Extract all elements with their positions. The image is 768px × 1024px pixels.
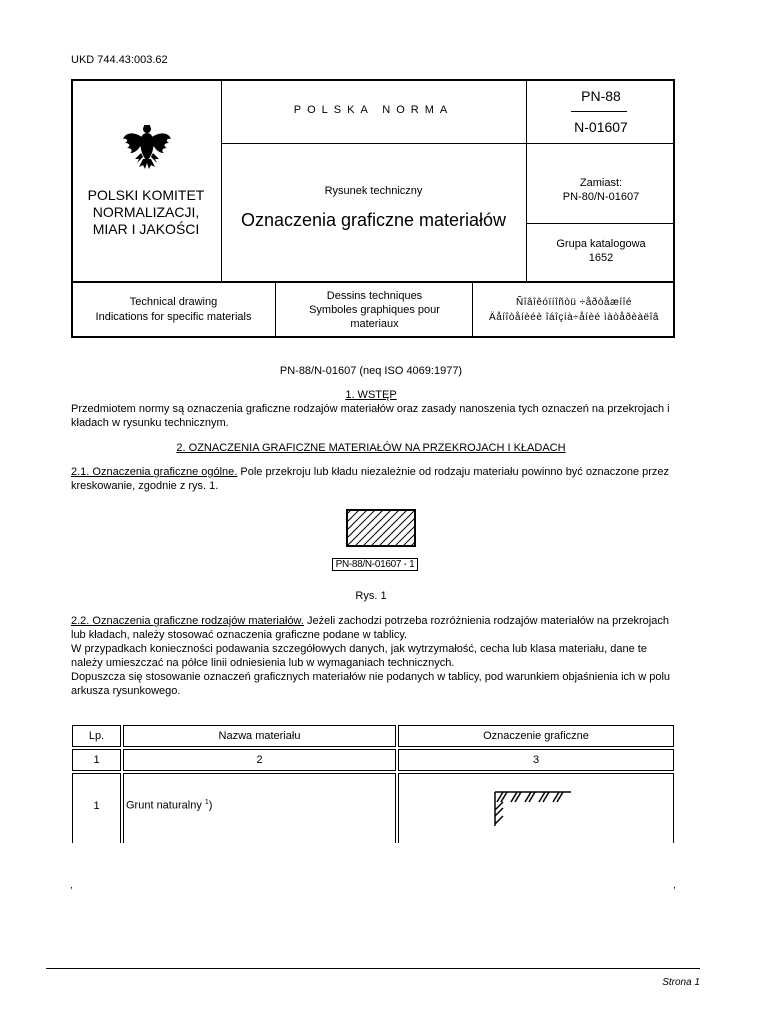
table-number-1: 1 [93,754,100,766]
replaces-label: Zamiast: [579,177,623,189]
english-line-2: Indications for specific materials [95,311,252,323]
pn-code-divider [571,111,627,112]
replaces-info [526,176,676,204]
header-top-border [71,79,675,81]
row1-name: Grunt naturalny [126,799,205,812]
section-2-2-paragraph [71,614,671,642]
section-2-heading: 2. OZNACZENIA GRAFICZNE MATERIAŁÓW NA PRZEKROJACH I KŁADACH [176,442,566,454]
section-2-1-heading: 2.1. Oznaczenia graficzne ogólne. [71,466,238,478]
row1-name-wrap [126,799,212,812]
figure-label: PN-88/N-01607 - 1 [332,558,418,571]
organization-name [71,187,221,238]
header-grupa-divider [526,223,675,224]
natural-soil-symbol [493,790,573,830]
row1-lp: 1 [93,800,100,812]
french-line-1: Dessins techniques [326,290,423,302]
figure-caption: Rys. 1 [355,590,387,602]
catalog-group [526,237,676,265]
french-line-3: materiaux [350,318,399,330]
section-2-1-paragraph [71,465,671,493]
hatching-figure [346,509,416,547]
n-code: N-01607 [574,119,628,135]
english-title [71,295,276,325]
org-line-3: MIAR I JAKOŚCI [92,221,200,237]
section-2-2-text-2: W przypadkach konieczności podawania szczegółowych danych, jak wytrzymałość, cecha lub klasa materiału, dane te należy umieszczać na półce linii odniesienia lub w wymaganiach technicznych. [71,643,647,669]
section-2-1-text: Pole przekroju lub kładu niezależnie od rodzaju materiału powinno być oznaczone przez kreskowanie, zgodnie z rys. 1. [71,466,670,492]
table-header-graphic: Oznaczenie graficzne [483,730,589,742]
section-2-2-heading: 2.2. Oznaczenia graficzne rodzajów materiałów. [71,615,304,627]
page-number: Strona 1 [662,977,700,988]
standard-reference: PN-88/N-01607 (neq ISO 4069:1977) [279,365,463,377]
table-header-name: Nazwa materiału [218,730,301,742]
polska-norma-label: POLSKA NORMA [293,104,454,116]
section-2-2-text-1: Jeżeli zachodzi potrzeba rozróżnienia rodzajów materiałów na przekrojach lub kładach, należy stosować oznaczenia graficzne podane w tablicy. [71,615,669,641]
russian-line-2: Äåíîòåíèéè îáîçíà÷åíèé ìàòåðèàëîâ [489,312,659,323]
footer-line [46,968,700,969]
header-row-divider [221,143,675,144]
french-title [276,289,473,331]
section-1-text: Przedmiotem normy są oznaczenia graficzne rodzajów materiałów oraz zasady nanoszenia tych oznaczeń na przekrojach i kładach w rysunku technicznym. [71,403,670,429]
table-header-lp: Lp. [88,730,105,742]
org-line-2: NORMALIZACJI, [92,204,200,220]
section-2-2-text-3: Dopuszcza się stosowanie oznaczeń graficznych materiałów nie podanych w tablicy, pod warunkiem objaśnienia ich w polu arkusza rysunkowego. [71,671,671,697]
section-1-heading-wrap [71,388,671,402]
standard-title: Oznaczenia graficzne materiałów [240,210,507,230]
catalog-group-value: 1652 [588,252,614,264]
russian-title [473,295,675,325]
row1-name-close: ) [208,799,213,812]
russian-line-1: Ñîâîêóïíîñòü ÷åðòåæíîé [515,297,632,308]
english-line-1: Technical drawing [129,296,218,308]
table-number-3: 3 [532,754,540,766]
replaces-value: PN-80/N-01607 [562,191,640,203]
materials-table [71,724,675,842]
standard-header-box [71,79,675,337]
section-1-heading: 1. WSTĘP [345,389,397,401]
section-2-heading-wrap [71,441,671,455]
french-line-2: Symboles graphiques pour [309,304,440,316]
table-number-2: 2 [256,754,263,766]
subject-label: Rysunek techniczny [324,185,423,197]
pn-code: PN-88 [581,88,621,104]
ukd-code: UKD 744.43:003.62 [71,54,168,66]
header-lang-divider [71,281,675,283]
row1-footnote-ref: 1 [204,799,209,806]
catalog-group-label: Grupa katalogowa [556,238,646,250]
corner-mark-right: , [673,880,676,891]
header-bottom-border [71,336,675,338]
corner-mark-left: , [70,880,73,891]
eagle-emblem-icon [121,123,173,171]
org-line-1: POLSKI KOMITET [87,187,205,203]
